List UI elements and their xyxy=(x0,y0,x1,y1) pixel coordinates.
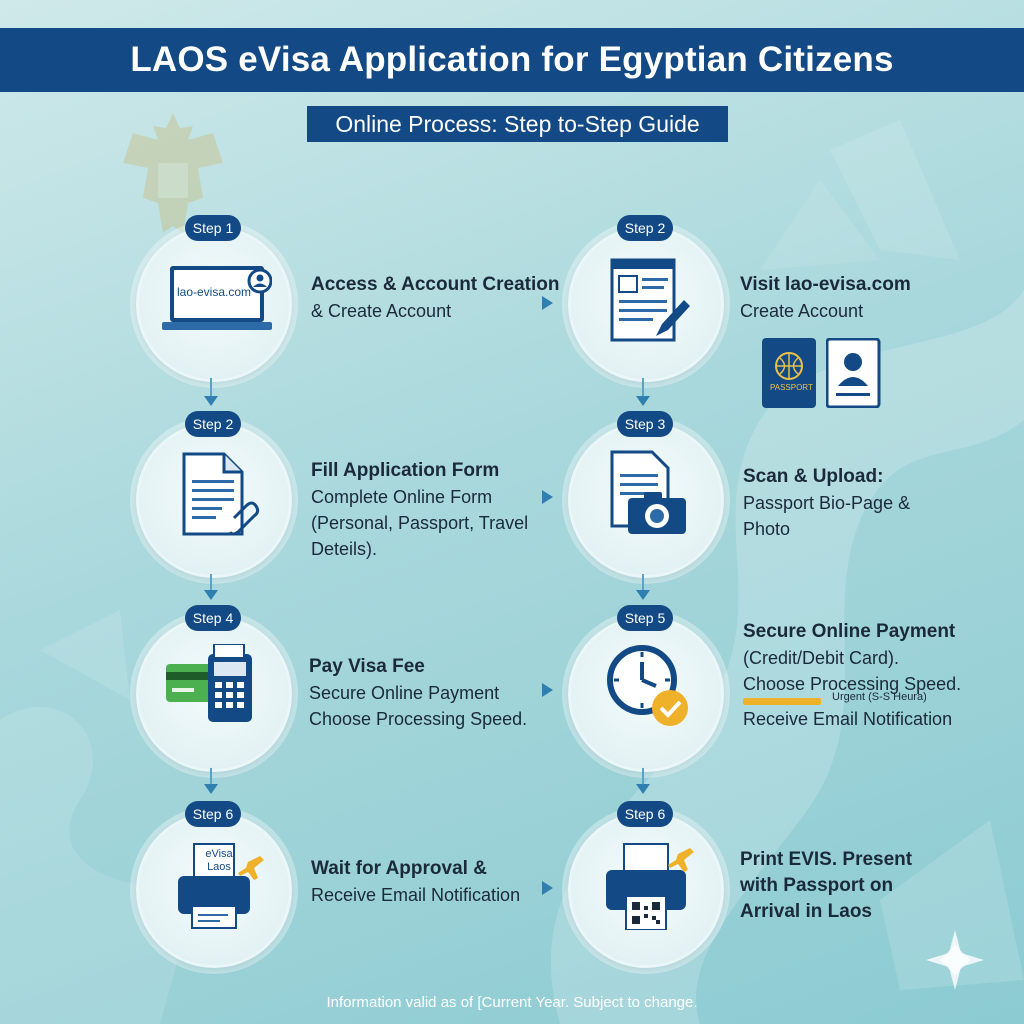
step-6-text xyxy=(743,619,1013,697)
footer-note: Information valid as of [Current Year. Subject to change. xyxy=(326,994,698,1011)
connector-line xyxy=(642,378,644,398)
step-1-heading: Access & Account Creation xyxy=(311,274,560,295)
step-3-line: (Personal, Passport, Travel xyxy=(311,513,529,533)
evisa-paper-text: eVisa Laos xyxy=(205,848,233,873)
step-2-line: Create Account xyxy=(740,301,864,321)
arrow-right-icon xyxy=(542,881,553,895)
arrow-down-icon xyxy=(204,590,218,600)
step-2-heading: Visit lao-evisa.com xyxy=(740,274,911,295)
document-clip-icon xyxy=(172,452,262,542)
clock-check-icon xyxy=(604,642,694,732)
step-badge: Step 2 xyxy=(185,411,241,437)
step-6-after-line: Receive Email Notification xyxy=(743,709,953,729)
step-3-text xyxy=(311,458,541,562)
step-badge: Step 2 xyxy=(617,215,673,241)
form-pen-icon xyxy=(604,256,694,346)
arrow-down-icon xyxy=(636,590,650,600)
step-badge: Step 3 xyxy=(617,411,673,437)
step-6-line: (Credit/Debit Card). xyxy=(743,648,900,668)
step-3-line: Complete Online Form xyxy=(311,487,493,507)
laptop-url-text: lao-evisa.com xyxy=(177,285,252,299)
step-4-line: Passport Bio-Page & xyxy=(743,493,911,513)
arrow-right-icon xyxy=(542,683,553,697)
step-5-text xyxy=(309,654,539,732)
arrow-right-icon xyxy=(542,490,553,504)
arrow-down-icon xyxy=(636,784,650,794)
step-6-line: Choose Processing Speed. xyxy=(743,674,962,694)
step-8-heading: Print EVIS. Present xyxy=(740,849,913,870)
step-5-heading: Pay Visa Fee xyxy=(309,656,425,677)
step-8-text xyxy=(740,847,1000,925)
urgent-processing-label: Urgent (S-S Heura) xyxy=(832,691,927,703)
card-terminal-icon xyxy=(166,644,262,724)
arrow-down-icon xyxy=(204,784,218,794)
passport-label: PASSPORT xyxy=(770,383,813,392)
step-badge: Step 1 xyxy=(185,215,241,241)
step-2-text xyxy=(740,272,1000,324)
step-badge: Step 4 xyxy=(185,605,241,631)
urgent-processing-bar xyxy=(743,698,821,705)
step-5-line: Choose Processing Speed. xyxy=(309,709,528,729)
step-7-line: Receive Email Notification xyxy=(311,885,521,905)
passport-icon xyxy=(762,338,818,408)
step-3-heading: Fill Application Form xyxy=(311,460,500,481)
step-4-heading: Scan & Upload: xyxy=(743,466,884,487)
step-8-line: with Passport on xyxy=(740,875,894,896)
page-subtitle: Online Process: Step to-Step Guide xyxy=(307,106,728,142)
arrow-down-icon xyxy=(204,396,218,406)
step-3-line: Deteils). xyxy=(311,539,378,559)
step-7-text xyxy=(311,856,541,908)
page-title: LAOS eVisa Application for Egyptian Citizens xyxy=(0,28,1024,92)
printer-qr-icon xyxy=(600,840,700,930)
arrow-down-icon xyxy=(636,396,650,406)
step-badge: Step 6 xyxy=(185,801,241,827)
connector-line xyxy=(210,378,212,398)
step-5-line: Secure Online Payment xyxy=(309,683,500,703)
step-badge: Step 6 xyxy=(617,801,673,827)
step-7-heading: Wait for Approval & xyxy=(311,858,487,879)
arrow-right-icon xyxy=(542,296,553,310)
document-camera-icon xyxy=(604,450,694,540)
step-1-line: & Create Account xyxy=(311,301,452,321)
id-card-icon xyxy=(826,338,882,408)
step-1-text xyxy=(311,272,561,324)
step-4-line: Photo xyxy=(743,519,791,539)
step-badge: Step 5 xyxy=(617,605,673,631)
step-4-text xyxy=(743,464,993,542)
step-6-heading: Secure Online Payment xyxy=(743,621,956,642)
step-8-line: Arrival in Laos xyxy=(740,901,872,922)
